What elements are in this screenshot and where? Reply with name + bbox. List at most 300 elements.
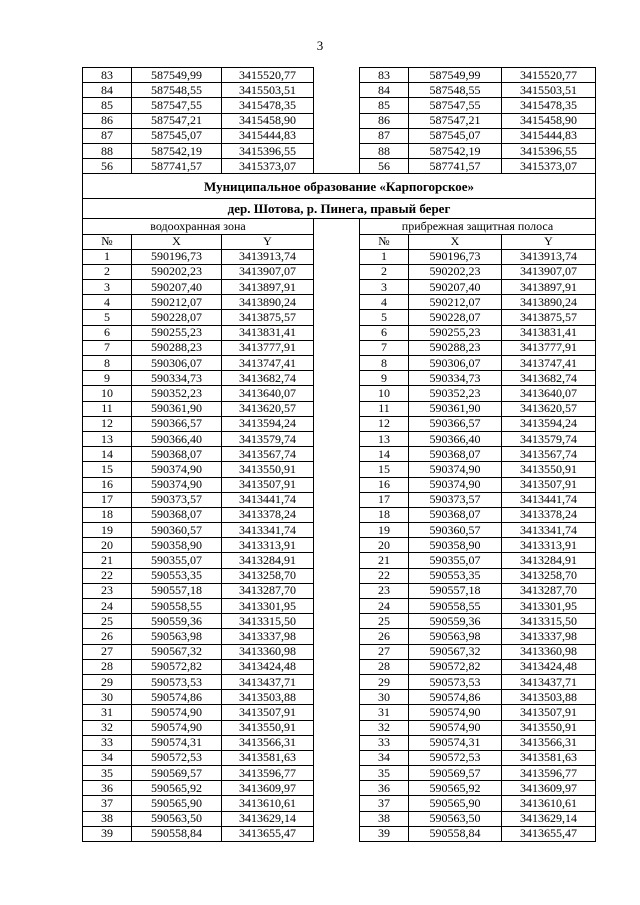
coord-y: 3413337,98 [502, 629, 596, 644]
table-row [83, 264, 596, 279]
point-num: 27 [83, 644, 132, 659]
coord-x: 590368,07 [409, 447, 502, 462]
coord-x: 587547,21 [132, 113, 222, 128]
point-num: 38 [360, 811, 409, 826]
coord-y: 3413507,91 [502, 477, 596, 492]
point-num: 37 [360, 796, 409, 811]
point-num: 84 [360, 83, 409, 98]
coord-y: 3413609,97 [222, 781, 314, 796]
gap-cell [314, 416, 360, 431]
table-row [83, 340, 596, 355]
coord-x: 590574,31 [132, 735, 222, 750]
table-row [83, 674, 596, 689]
coord-x: 590361,90 [132, 401, 222, 416]
coord-y: 3415520,77 [222, 68, 314, 83]
coord-y: 3413550,91 [222, 720, 314, 735]
coord-y: 3413831,41 [502, 325, 596, 340]
point-num: 31 [83, 705, 132, 720]
coord-y: 3413507,91 [222, 705, 314, 720]
coord-y: 3413831,41 [222, 325, 314, 340]
coord-y: 3413315,50 [502, 614, 596, 629]
coord-y: 3413581,63 [502, 750, 596, 765]
table-row [83, 447, 596, 462]
table-row [83, 826, 596, 841]
coord-x: 590563,50 [409, 811, 502, 826]
right-zone-label: прибрежная защитная полоса [360, 219, 596, 234]
header-num: № [360, 234, 409, 249]
coord-y: 3413301,95 [502, 599, 596, 614]
coord-y: 3413313,91 [502, 538, 596, 553]
point-num: 17 [360, 492, 409, 507]
coord-y: 3413341,74 [502, 523, 596, 538]
gap-cell [314, 280, 360, 295]
coord-y: 3413507,91 [502, 705, 596, 720]
coord-x: 590553,35 [132, 568, 222, 583]
point-num: 8 [83, 356, 132, 371]
table-row [83, 735, 596, 750]
point-num: 6 [83, 325, 132, 340]
coord-y: 3413682,74 [502, 371, 596, 386]
coord-x: 590574,90 [132, 705, 222, 720]
coord-x: 590563,98 [132, 629, 222, 644]
table-row [83, 477, 596, 492]
table-row [83, 83, 596, 98]
coord-x: 587548,55 [409, 83, 502, 98]
gap-cell [314, 674, 360, 689]
gap-cell [314, 614, 360, 629]
gap-cell [314, 629, 360, 644]
table-row [83, 538, 596, 553]
gap-cell [314, 295, 360, 310]
coord-x: 590366,40 [132, 431, 222, 446]
coord-y: 3415458,90 [222, 113, 314, 128]
coord-y: 3413284,91 [222, 553, 314, 568]
coord-y: 3413378,24 [502, 507, 596, 522]
table-row [83, 280, 596, 295]
gap-cell [314, 143, 360, 158]
coord-x: 590255,23 [132, 325, 222, 340]
point-num: 17 [83, 492, 132, 507]
coord-y: 3413566,31 [222, 735, 314, 750]
coord-y: 3413567,74 [222, 447, 314, 462]
coord-x: 587548,55 [132, 83, 222, 98]
point-num: 12 [360, 416, 409, 431]
coord-x: 590202,23 [132, 264, 222, 279]
header-x: X [409, 234, 502, 249]
gap-cell [314, 750, 360, 765]
gap-cell [314, 583, 360, 598]
gap-cell [314, 735, 360, 750]
coord-x: 590196,73 [132, 249, 222, 264]
point-num: 38 [83, 811, 132, 826]
coord-y: 3413655,47 [222, 826, 314, 841]
gap-cell [314, 83, 360, 98]
point-num: 7 [360, 340, 409, 355]
coord-x: 590352,23 [409, 386, 502, 401]
gap-cell [314, 796, 360, 811]
coord-y: 3413913,74 [222, 249, 314, 264]
gap-cell [314, 492, 360, 507]
table-row [83, 128, 596, 143]
point-num: 8 [360, 356, 409, 371]
coord-x: 590572,82 [132, 659, 222, 674]
gap-cell [314, 599, 360, 614]
table-row [83, 781, 596, 796]
gap-cell [314, 644, 360, 659]
table-row [83, 583, 596, 598]
coord-y: 3413341,74 [222, 523, 314, 538]
gap-cell [314, 386, 360, 401]
coord-y: 3413287,70 [222, 583, 314, 598]
point-num: 30 [83, 690, 132, 705]
point-num: 25 [83, 614, 132, 629]
table-row [83, 614, 596, 629]
coord-y: 3415520,77 [502, 68, 596, 83]
coord-y: 3413503,88 [502, 690, 596, 705]
point-num: 26 [360, 629, 409, 644]
coord-x: 590567,32 [409, 644, 502, 659]
table-row [83, 553, 596, 568]
point-num: 20 [360, 538, 409, 553]
gap-cell [314, 98, 360, 113]
table-row [83, 811, 596, 826]
coord-x: 590374,90 [132, 477, 222, 492]
coord-y: 3413315,50 [222, 614, 314, 629]
table-row [83, 750, 596, 765]
gap-cell [314, 826, 360, 841]
coord-x: 590368,07 [132, 447, 222, 462]
gap-cell [314, 113, 360, 128]
coord-x: 590574,90 [409, 720, 502, 735]
coord-y: 3413594,24 [502, 416, 596, 431]
coord-x: 590565,90 [132, 796, 222, 811]
coord-y: 3413655,47 [502, 826, 596, 841]
coord-x: 590574,90 [132, 720, 222, 735]
point-num: 85 [83, 98, 132, 113]
table-row [83, 416, 596, 431]
point-num: 25 [360, 614, 409, 629]
header-x: X [132, 234, 222, 249]
coord-x: 590565,92 [132, 781, 222, 796]
point-num: 6 [360, 325, 409, 340]
coord-y: 3413360,98 [502, 644, 596, 659]
coord-x: 590228,07 [409, 310, 502, 325]
coord-y: 3415503,51 [222, 83, 314, 98]
table-row [83, 325, 596, 340]
gap-cell [314, 690, 360, 705]
gap-cell [314, 356, 360, 371]
gap-cell [314, 371, 360, 386]
table-row [83, 507, 596, 522]
gap-cell [314, 431, 360, 446]
point-num: 2 [83, 264, 132, 279]
coord-y: 3413620,57 [502, 401, 596, 416]
point-num: 32 [360, 720, 409, 735]
point-num: 39 [83, 826, 132, 841]
coord-y: 3413610,61 [502, 796, 596, 811]
point-num: 33 [83, 735, 132, 750]
point-num: 88 [360, 143, 409, 158]
gap-cell [314, 325, 360, 340]
coord-x: 590567,32 [132, 644, 222, 659]
point-num: 39 [360, 826, 409, 841]
point-num: 56 [360, 159, 409, 174]
municipality-title: Муниципальное образование «Карпогорское» [83, 174, 596, 199]
point-num: 13 [360, 431, 409, 446]
coord-x: 590196,73 [409, 249, 502, 264]
coord-y: 3413258,70 [502, 568, 596, 583]
gap-cell [314, 310, 360, 325]
coord-y: 3415396,55 [502, 143, 596, 158]
table-row [83, 523, 596, 538]
table-row [83, 766, 596, 781]
coord-x: 587741,57 [132, 159, 222, 174]
coord-x: 590288,23 [132, 340, 222, 355]
coord-x: 590572,53 [409, 750, 502, 765]
coord-x: 590563,98 [409, 629, 502, 644]
point-num: 34 [360, 750, 409, 765]
point-num: 18 [360, 507, 409, 522]
point-num: 13 [83, 431, 132, 446]
coord-y: 3413907,07 [502, 264, 596, 279]
point-num: 33 [360, 735, 409, 750]
table-row [83, 113, 596, 128]
point-num: 15 [83, 462, 132, 477]
gap-cell [314, 507, 360, 522]
gap-cell [314, 538, 360, 553]
point-num: 1 [83, 249, 132, 264]
point-num: 14 [360, 447, 409, 462]
coord-x: 590558,55 [132, 599, 222, 614]
coord-x: 590572,53 [132, 750, 222, 765]
coord-x: 590358,90 [409, 538, 502, 553]
coord-y: 3413596,77 [502, 766, 596, 781]
point-num: 1 [360, 249, 409, 264]
coord-y: 3415373,07 [502, 159, 596, 174]
coord-y: 3413437,71 [502, 674, 596, 689]
coord-y: 3413337,98 [222, 629, 314, 644]
table-row [83, 796, 596, 811]
point-num: 35 [83, 766, 132, 781]
point-num: 14 [83, 447, 132, 462]
gap-cell [314, 447, 360, 462]
table-row [83, 659, 596, 674]
gap-cell [314, 401, 360, 416]
point-num: 10 [360, 386, 409, 401]
gap-cell [314, 462, 360, 477]
point-num: 16 [83, 477, 132, 492]
coord-x: 590212,07 [409, 295, 502, 310]
gap-cell [314, 781, 360, 796]
gap-cell [314, 811, 360, 826]
coord-x: 590563,50 [132, 811, 222, 826]
table-row [83, 401, 596, 416]
point-num: 37 [83, 796, 132, 811]
section-headings [83, 174, 596, 249]
coord-y: 3413907,07 [222, 264, 314, 279]
coord-y: 3413301,95 [222, 599, 314, 614]
coord-y: 3413567,74 [502, 447, 596, 462]
coord-y: 3413550,91 [502, 462, 596, 477]
coord-x: 590374,90 [132, 462, 222, 477]
coord-y: 3413777,91 [222, 340, 314, 355]
coord-x: 590559,36 [132, 614, 222, 629]
coord-y: 3415503,51 [502, 83, 596, 98]
coord-y: 3413890,24 [222, 295, 314, 310]
coord-x: 590558,84 [409, 826, 502, 841]
coord-x: 590569,57 [409, 766, 502, 781]
point-num: 20 [83, 538, 132, 553]
header-num: № [83, 234, 132, 249]
point-num: 4 [83, 295, 132, 310]
coord-x: 590573,53 [409, 674, 502, 689]
coord-x: 590574,86 [132, 690, 222, 705]
point-num: 23 [360, 583, 409, 598]
location-title: дер. Шотова, р. Пинега, правый берег [83, 199, 596, 219]
point-num: 32 [83, 720, 132, 735]
table-row [83, 310, 596, 325]
point-num: 10 [83, 386, 132, 401]
gap-cell [314, 705, 360, 720]
table-row [83, 386, 596, 401]
coord-x: 590368,07 [132, 507, 222, 522]
page-number: 3 [316, 38, 324, 53]
coord-x: 590361,90 [409, 401, 502, 416]
coord-y: 3413875,57 [502, 310, 596, 325]
coord-x: 590334,73 [132, 371, 222, 386]
coord-x: 587547,55 [132, 98, 222, 113]
point-num: 24 [360, 599, 409, 614]
point-num: 26 [83, 629, 132, 644]
coord-x: 587542,19 [132, 143, 222, 158]
coord-x: 587549,99 [409, 68, 502, 83]
coord-x: 590212,07 [132, 295, 222, 310]
coord-y: 3413437,71 [222, 674, 314, 689]
table-row [83, 462, 596, 477]
table-row [83, 599, 596, 614]
point-num: 56 [83, 159, 132, 174]
point-num: 19 [360, 523, 409, 538]
table-row [83, 720, 596, 735]
coord-y: 3413441,74 [222, 492, 314, 507]
point-num: 18 [83, 507, 132, 522]
coord-y: 3413890,24 [502, 295, 596, 310]
coord-x: 590228,07 [132, 310, 222, 325]
point-num: 28 [360, 659, 409, 674]
coord-x: 590360,57 [409, 523, 502, 538]
coord-y: 3413629,14 [502, 811, 596, 826]
coord-y: 3415396,55 [222, 143, 314, 158]
coord-y: 3413875,57 [222, 310, 314, 325]
point-num: 7 [83, 340, 132, 355]
coord-y: 3413503,88 [222, 690, 314, 705]
point-num: 87 [83, 128, 132, 143]
coord-x: 590306,07 [132, 356, 222, 371]
point-num: 88 [83, 143, 132, 158]
coord-y: 3413594,24 [222, 416, 314, 431]
coord-y: 3413747,41 [222, 356, 314, 371]
coord-x: 590565,90 [409, 796, 502, 811]
coord-x: 590366,57 [409, 416, 502, 431]
coord-y: 3413313,91 [222, 538, 314, 553]
gap-cell [314, 553, 360, 568]
header-y: Y [222, 234, 314, 249]
table-row [83, 492, 596, 507]
point-num: 86 [83, 113, 132, 128]
point-num: 2 [360, 264, 409, 279]
table-row [83, 249, 596, 264]
gap-cell [314, 523, 360, 538]
table-row [83, 98, 596, 113]
point-num: 11 [83, 401, 132, 416]
coord-x: 587545,07 [409, 128, 502, 143]
point-num: 21 [83, 553, 132, 568]
coord-x: 590368,07 [409, 507, 502, 522]
coord-y: 3413581,63 [222, 750, 314, 765]
coord-x: 590255,23 [409, 325, 502, 340]
point-num: 23 [83, 583, 132, 598]
coord-y: 3413777,91 [502, 340, 596, 355]
point-num: 83 [360, 68, 409, 83]
coord-x: 590565,92 [409, 781, 502, 796]
gap-cell [314, 234, 360, 249]
coord-y: 3413550,91 [222, 462, 314, 477]
coord-x: 590288,23 [409, 340, 502, 355]
coord-x: 590207,40 [409, 280, 502, 295]
coord-y: 3413424,48 [222, 659, 314, 674]
coord-x: 587741,57 [409, 159, 502, 174]
coord-y: 3415444,83 [222, 128, 314, 143]
gap-cell [314, 477, 360, 492]
coord-x: 590374,90 [409, 462, 502, 477]
coord-x: 590559,36 [409, 614, 502, 629]
coord-y: 3413258,70 [222, 568, 314, 583]
coord-y: 3413747,41 [502, 356, 596, 371]
point-num: 9 [83, 371, 132, 386]
coord-y: 3413360,98 [222, 644, 314, 659]
coord-x: 590366,40 [409, 431, 502, 446]
header-y: Y [502, 234, 596, 249]
coord-x: 590355,07 [409, 553, 502, 568]
point-num: 12 [83, 416, 132, 431]
coord-y: 3413579,74 [222, 431, 314, 446]
gap-cell [314, 766, 360, 781]
table-row [83, 143, 596, 158]
coord-x: 587542,19 [409, 143, 502, 158]
gap-cell [314, 659, 360, 674]
coord-y: 3415458,90 [502, 113, 596, 128]
point-num: 28 [83, 659, 132, 674]
point-num: 86 [360, 113, 409, 128]
point-num: 30 [360, 690, 409, 705]
point-num: 36 [360, 781, 409, 796]
coord-y: 3413550,91 [502, 720, 596, 735]
gap-cell [314, 720, 360, 735]
point-num: 16 [360, 477, 409, 492]
coord-x: 590558,84 [132, 826, 222, 841]
coord-x: 590334,73 [409, 371, 502, 386]
coord-x: 587545,07 [132, 128, 222, 143]
point-num: 83 [83, 68, 132, 83]
coordinates-table [82, 67, 596, 842]
gap-cell [314, 68, 360, 83]
coord-x: 590553,35 [409, 568, 502, 583]
coord-y: 3413566,31 [502, 735, 596, 750]
coord-x: 590574,86 [409, 690, 502, 705]
coord-y: 3413640,07 [222, 386, 314, 401]
point-num: 31 [360, 705, 409, 720]
point-num: 19 [83, 523, 132, 538]
